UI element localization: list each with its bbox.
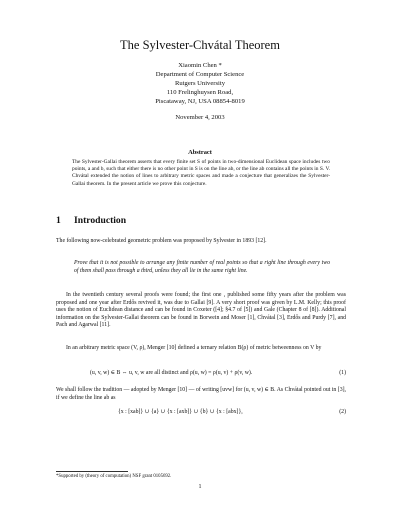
equation-number: (1) [339,370,346,376]
history-paragraph: In the twentieth century several proofs were found; the first one , published some fifty years after the problem was proposed and one year after Erdős revived it, was due to Gallai [9]. A very short proof was given by L.M. Kelly; this proof uses the notion of Euclidean distance and can be found in Coxeter ([4]; §4.7 of [5]) and Gale (Chapter 8 of [8]). Additional information on the Sylvester-Gallai theorem can be found in Borwein and Moser [1], Chvátal [3], Erdős and Purdy [7], and Pach and Agarwal [11]. [56,292,346,329]
equation-body: {x : [xab]} ∪ {a} ∪ {x : [axb]} ∪ {b} ∪ {x : [abx]}, [118,409,243,415]
page-number: 1 [198,484,202,490]
abstract-text: The Sylvester-Gallai theorem asserts that every finite set S of points in two-dimensional Euclidean space includes two points, a and b, such that either there is no other point in S is on the line ab, or the line ab contains all the points in S. V. Chvátal extended the notion of lines to arbitrary metric spaces and made a conjecture that generalizes the Sylvester-Gallai theorem. In the present article we prove this conjecture. [72,159,330,187]
affiliation-line: Piscataway, NJ, USA 08854-8019 [155,98,245,105]
equation-body: (u, v, w) ∈ B ⇔ u, v, w are all distinct and ρ(u, w) = ρ(u, v) + ρ(v, w). [90,370,253,376]
sylvester-quote: Prove that it is not possible to arrange any finite number of real points so that a right line through every two of them shall pass through a third, unless they all lie in the same right line. [74,260,330,274]
equation-number: (2) [339,409,346,415]
section-number: 1 [56,215,61,226]
intro-paragraph: The following now-celebrated geometric problem was proposed by Sylvester in 1893 [12]. [56,238,267,244]
metric-paragraph: In an arbitrary metric space (V, ρ), Menger [10] defined a ternary relation B(ρ) of metric betweenness on V by [66,345,322,351]
equation-1 [56,370,346,378]
affiliation-line: 110 Frelinghuysen Road, [166,89,234,96]
abstract-heading: Abstract [188,149,212,156]
paper-date: November 4, 2003 [175,114,225,121]
footnote-rule [56,471,128,472]
paper-title: The Sylvester-Chvátal Theorem [120,38,280,52]
footnote: *Supported by (theory of computation) NSF grant 0105692. [56,474,172,479]
section-title: Introduction [74,215,127,226]
author-name: Xiaomin Chen * [178,62,222,69]
equation-2 [56,409,346,417]
tradition-paragraph: We shall follow the tradition — adopted by Menger [10] — of writing [uvw] for (u, v, w) ∈ B. As Chvátal pointed out in [3], if we define the line ab as [56,387,346,401]
affiliation-line: Department of Computer Science [155,71,245,78]
section-heading [56,215,126,226]
affiliation-line: Rutgers University [175,80,225,87]
